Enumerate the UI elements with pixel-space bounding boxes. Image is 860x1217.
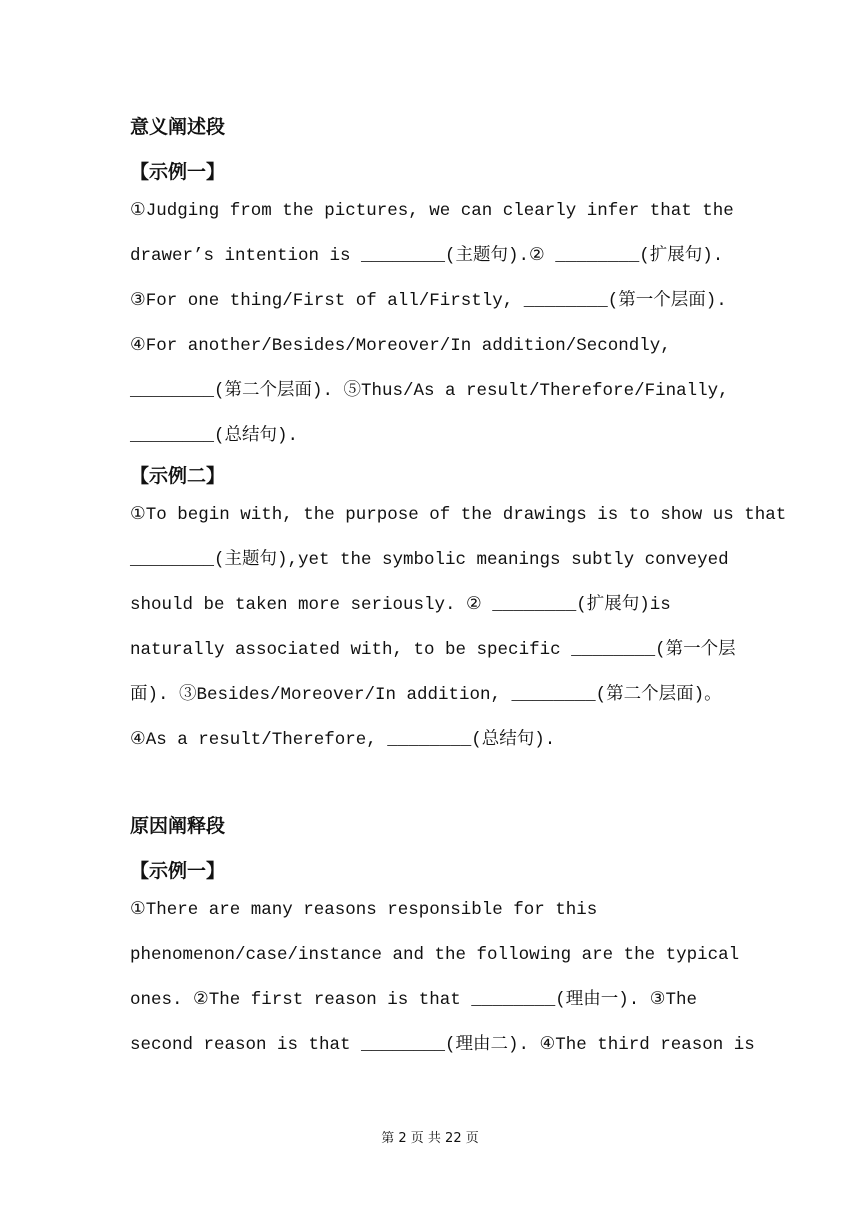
text-line: ④For another/Besides/Moreover/In addition/Secondly, — [130, 336, 671, 356]
text-line: ③For one thing/First of all/Firstly, ________(第一个层面). — [130, 291, 727, 311]
page-footer: 第 2 页 共 22 页 — [381, 1131, 479, 1146]
text-line: ①Judging from the pictures, we can clearly infer that the — [130, 201, 734, 221]
text-line: naturally associated with, to be specific ________(第一个层 — [130, 640, 736, 660]
text-line: ①To begin with, the purpose of the drawings is to show us that — [130, 505, 787, 525]
example-label-3: 【示例一】 — [130, 860, 226, 882]
text-line: second reason is that ________(理由二). ④The third reason is — [130, 1035, 755, 1055]
text-line: drawer’s intention is ________(主题句).② ________(扩展句). — [130, 246, 724, 266]
example-label-1: 【示例一】 — [130, 161, 226, 183]
text-line: should be taken more seriously. ② ________(扩展句)is — [130, 595, 671, 615]
text-line: ________(第二个层面). ⑤Thus/As a result/Therefore/Finally, — [130, 381, 729, 401]
text-line: ones. ②The first reason is that ________(理由一). ③The — [130, 990, 697, 1010]
text-line: ________(总结句). — [130, 426, 299, 446]
section-title-meaning: 意义阐述段 — [130, 116, 226, 138]
page-content — [130, 110, 787, 1068]
text-line: ________(主题句),yet the symbolic meanings subtly conveyed — [130, 550, 729, 570]
text-line: ④As a result/Therefore, ________(总结句). — [130, 730, 556, 750]
example-label-2: 【示例二】 — [130, 465, 226, 487]
text-line: ①There are many reasons responsible for this — [130, 900, 598, 920]
text-line: 面). ③Besides/Moreover/In addition, ________(第二个层面)。 — [130, 685, 722, 705]
section-title-reason: 原因阐释段 — [130, 815, 226, 837]
text-line: phenomenon/case/instance and the following are the typical — [130, 945, 740, 965]
